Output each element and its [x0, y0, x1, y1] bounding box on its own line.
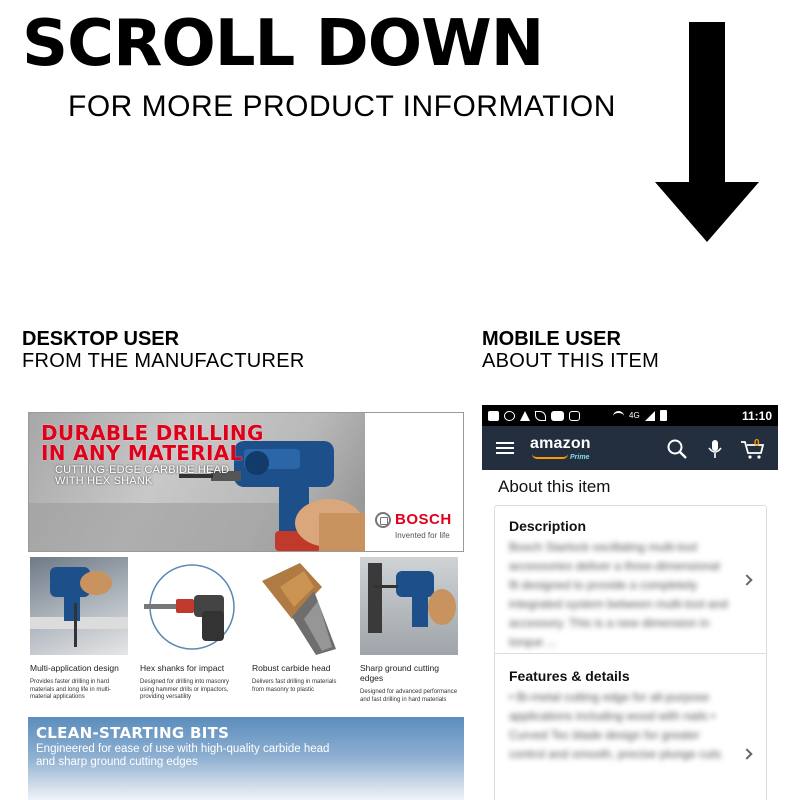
hero-sub-line1: CUTTING-EDGE CARBIDE HEAD: [55, 464, 230, 476]
phone-icon: [535, 411, 546, 421]
video-icon: [551, 411, 564, 421]
subheadline: FOR MORE PRODUCT INFORMATION: [68, 90, 616, 123]
tile-text: Delivers fast drilling in materials from masonry to plastic: [252, 679, 337, 693]
chat-icon: [488, 411, 499, 421]
desktop-preview: [22, 405, 470, 800]
desktop-label-strong: DESKTOP USER: [22, 328, 180, 350]
notification-icon: [504, 411, 515, 421]
banner-title: CLEAN-STARTING BITS: [36, 724, 230, 742]
tile-text: Designed for drilling into masonry using hammer drills or impactors, providing versatility: [140, 679, 230, 700]
tile-title: Hex shanks for impact: [140, 663, 225, 673]
signal-icon: [645, 411, 655, 421]
tile-title: Multi-application design: [30, 663, 119, 673]
network-label: 4G: [629, 411, 640, 420]
cart-icon[interactable]: [740, 438, 766, 460]
clean-starting-banner: [28, 717, 464, 800]
down-arrow-icon: [655, 22, 759, 242]
features-title[interactable]: Features & details: [509, 668, 630, 684]
hero-headline-line2: IN ANY MATERIAL: [41, 441, 243, 465]
amazon-nav-bar: [482, 426, 778, 470]
hero-subheadline: [55, 465, 229, 487]
mobile-label: [482, 328, 659, 372]
hero-brand-panel: [365, 413, 464, 551]
hero-headline: [41, 423, 264, 463]
tile-image-drill-icon: [30, 557, 128, 655]
tile-text: Provides faster drilling in hard materials and long life in multi-material applications: [30, 679, 112, 700]
status-bar: [482, 405, 778, 426]
chevron-right-icon[interactable]: [741, 574, 752, 585]
feature-tile: [140, 557, 238, 702]
amazon-logo[interactable]: amazon: [530, 435, 591, 452]
microphone-icon[interactable]: [704, 438, 726, 460]
bluetooth-icon: [597, 411, 608, 421]
feature-tile: [30, 557, 128, 702]
banner-text: Engineered for ease of use with high-quality carbide head and sharp ground cutting edges: [36, 743, 330, 768]
about-title: About this item: [498, 477, 611, 496]
chevron-right-icon[interactable]: [741, 748, 752, 759]
feature-tile: [360, 557, 458, 704]
bosch-wordmark: BOSCH: [395, 511, 452, 528]
feature-tile: [252, 557, 350, 694]
hero-photo: [29, 413, 365, 551]
amazon-smile-icon: [532, 454, 568, 459]
wifi-icon: [613, 411, 624, 421]
features-text: • Bi-metal cutting edge for all-purpose applications including wood with nails • Curved Tec blade design for greater control and smooth, precise plunge cuts: [509, 690, 722, 761]
description-text: Bosch Starlock oscillating multi-tool accessories deliver a three-dimensional fit designed to provide a completely integrated system between multi-tool and accessory. This is a new dimension in torque ...: [509, 540, 728, 649]
desktop-label-light: FROM THE MANUFACTURER: [22, 350, 305, 372]
bosch-tagline: Invented for life: [395, 531, 450, 540]
mobile-preview: [482, 405, 778, 800]
feature-tiles: [30, 557, 466, 709]
mobile-label-light: ABOUT THIS ITEM: [482, 350, 660, 372]
mobile-label-strong: MOBILE USER: [482, 328, 621, 350]
hero-sub-line2: WITH HEX SHANK: [55, 475, 153, 487]
section-divider: [495, 653, 766, 654]
search-icon[interactable]: [666, 438, 688, 460]
tile-image-cutting-edges-icon: [360, 557, 458, 655]
prime-label: Prime: [570, 454, 590, 461]
bosch-logo: [375, 511, 452, 528]
hero-headline-line1: DURABLE DRILLING: [41, 421, 264, 445]
tile-image-hex-shank-icon: [140, 557, 238, 655]
item-details-card: [494, 505, 767, 800]
bosch-ring-icon: [375, 512, 391, 528]
tile-text: Designed for advanced performance and fast drilling in hard materials: [360, 689, 458, 703]
instagram-icon: [569, 411, 580, 421]
description-title[interactable]: Description: [509, 518, 587, 534]
hero-banner: [28, 412, 464, 552]
headline: SCROLL DOWN: [22, 7, 544, 81]
status-time: 11:10: [741, 408, 772, 423]
tile-title: Robust carbide head: [252, 663, 331, 673]
bell-icon: [520, 411, 530, 421]
desktop-label: [22, 328, 305, 372]
battery-icon: [660, 410, 667, 421]
tile-image-carbide-head-icon: [252, 557, 350, 655]
cart-count: 0: [754, 438, 760, 449]
tile-title: Sharp ground cutting edges: [360, 663, 439, 683]
menu-icon[interactable]: [496, 442, 514, 454]
